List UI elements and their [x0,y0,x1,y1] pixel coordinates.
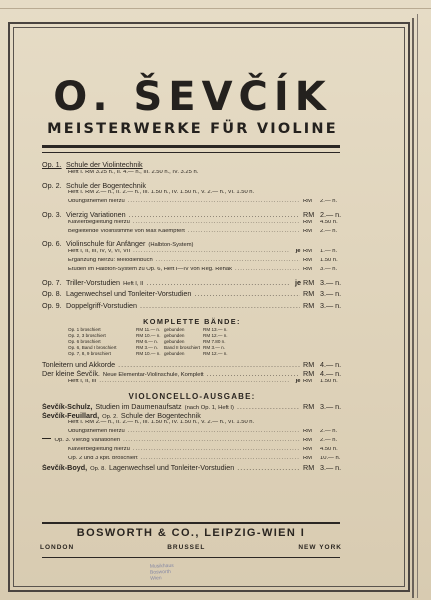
opus-number: Op. 8. [42,290,62,299]
part-prices: Heft I. RM 2.— n., II. 2.— n., III. 1.50 n., IV. 1.50 n., V. 2.— n., VI. 1.50 n. [68,190,255,196]
catalog-entry-op3-piano [42,220,342,229]
work-title: Studien im Daumenaufsatz [95,402,182,411]
work-title: Lagenwechsel und Tonleiter-Vorstudien [108,464,235,473]
city-london: LONDON [40,544,75,551]
price: 2.— n. [320,210,342,219]
catalog-entry-op6-parts [42,249,342,258]
title-rule-thin [42,152,340,153]
entry-text: Etüden im Halbton-System zu Op. 6, Heft I—IV von Reg. Rehák [68,266,232,272]
work-title: Lagenwechsel und Tonleiter-Vorstudien [66,290,192,299]
price: 4.50 n. [320,219,338,225]
currency: RM [303,249,313,255]
price: 10.— n. [320,455,341,461]
currency: RM [303,370,315,379]
kompl-label: Op. 6 broschiert [68,338,101,344]
entry-text: Klavierbegleitung hierzu [68,446,130,452]
cello-heading: VIOLONCELLO-AUSGABE: [128,391,256,401]
currency: RM [303,429,313,435]
part-prices: Heft I. RM 3.25 n., II. 4.— n., III. 2.50 n., IV. 3.25 n. [68,169,199,175]
currency: RM [303,266,313,272]
work-title: Schule der Bogentechnik [120,411,201,420]
entry-text: Heft I, II, III, IV, V, VI, VII [68,249,131,255]
entry-text: Übungsthemen hierzu [68,429,125,435]
catalog-entry-op8 [42,290,342,299]
footer-rule-bottom [42,557,340,558]
je-marker: je [295,249,301,255]
kompl-label: Op. 2, 3 broschiert [68,332,106,338]
catalog-entry-op1-prices [42,170,342,179]
price: 2.— n. [320,199,338,205]
publisher-name: BOSWORTH & CO., LEIPZIG-WIEN I [76,527,306,539]
price: 3.— n. [320,278,342,287]
price: 3.— n. [320,464,342,473]
opus-number: Op. 7. [42,278,62,287]
cello-entry-schulz [42,403,342,412]
catalog-entry-op6 [42,240,342,249]
top-edge-rule [0,8,431,9]
work-title: Schule der Bogentechnik [66,181,146,190]
entry-text: Klavierbegleitung hierzu [68,219,130,225]
cello-entry-feuillard-prices [42,420,342,429]
kompl-label: Op. 6, Band I broschiert [68,344,117,350]
series-subtitle: MEISTERWERKE FÜR VIOLINE [47,121,338,137]
opus-number: Op. 6. [42,240,62,249]
catalog-entry-op2-themes [42,199,342,208]
kompl-labels [68,327,136,356]
price: 4.50 n. [320,446,338,452]
kompl-price1: RM 11.— n. RM 10.— n. RM 6.— n. RM 3.— n. RM 10.— n. [136,326,161,356]
city-brussel: BRUSSEL [167,544,206,551]
price: 1.50 n. [320,257,338,263]
opus-number: Op. 2. [42,181,62,190]
work-title: Doppelgriff-Vorstudien [66,302,137,311]
catalog-entry-op3-violin [42,229,342,238]
opus-number: Op. 3. [42,210,62,219]
catalog-entry-op9 [42,302,342,311]
work-note: (nach Op. 1, Heft I) [184,404,234,411]
work-title: Schule der Violintechnik [66,161,143,169]
catalog-entry-op6-etudes [42,267,342,276]
currency: RM [303,455,313,461]
entry-text: Übungsthemen hierzu [68,199,125,205]
je-marker: je [295,379,301,384]
price: 4.— n. [320,370,342,379]
price: 3.— n. [320,266,338,272]
footer-rule-top [42,522,340,524]
work-note: (Halbton-System) [148,242,194,249]
price: 2.— n. [320,429,338,435]
currency: RM [303,210,315,219]
arranger: Ševčík-Boyd, [42,464,88,473]
je-marker: je [295,278,301,287]
kompl-label: Op. 7, 8, 9 broschiert [68,350,111,356]
work-title: Der kleine Ševčík. [42,370,100,379]
price: 3.— n. [320,290,342,299]
catalog-entry-op1 [42,161,342,170]
arranger: Ševčík-Feuillard, [42,411,100,420]
cello-entry-boyd [42,464,342,473]
work-note: Heft I, II [123,280,144,287]
catalog-entry-op2-prices [42,190,342,199]
arranger: Ševčík-Schulz, [42,402,93,411]
price: 2.— n. [320,437,338,443]
price: 2.— n. [320,228,338,234]
currency: RM [303,361,315,370]
opus-number: Op. 8. [90,466,106,473]
opus-number: Op. 2. [102,413,118,420]
kompl-binding: gebunden gebunden gebunden Band II broschiert gebunden [164,326,201,356]
kompl-label: Op. 1 broschiert [68,326,101,332]
cello-entry-themes [42,429,342,438]
currency: RM [303,302,315,311]
work-title: Vierzig Variationen [66,210,126,219]
work-title: Violinschule für Anfänger [66,240,146,249]
currency: RM [303,219,313,225]
dash-mark [42,438,51,439]
entry-text: Begleitende Violinstimme von Max Kaempfert [68,228,185,234]
currency: RM [303,199,313,205]
catalog-entry-kleine-sevcik [42,370,342,379]
currency: RM [303,278,315,287]
opus-number: Op. 1. [42,161,62,169]
catalog-entry-op3 [42,211,342,220]
work-title: Tonleitern und Akkorde [42,361,116,370]
opus-number: Op. 9. [42,302,62,311]
publisher-cities [40,544,342,551]
catalog-entry-op2 [42,182,342,191]
currency: RM [303,290,315,299]
currency: RM [303,257,313,263]
right-border-line [412,18,414,598]
currency: RM [303,446,313,452]
work-note: Neue Elementar-Violinschule, Komplett [102,372,204,379]
price: 1.— n. [320,249,338,255]
price: 3.— n. [320,302,342,311]
right-border-line-outer [417,14,418,598]
entry-text: Ergänzung hierzu: Melodienbuch [68,257,153,263]
currency: RM [303,464,315,473]
catalog-list [42,161,342,473]
dealer-stamp: Musikhaus Bosworth Wien [149,562,174,582]
komplette-baende-table [68,327,342,356]
cello-entry-complete [42,456,342,465]
currency: RM [303,379,313,384]
price: 4.— n. [320,361,342,370]
city-new-york: NEW YORK [298,544,342,551]
catalog-entry-op6-melodies [42,258,342,267]
catalog-entry-kleine-sevcik-parts [42,379,342,388]
cello-entry-piano [42,447,342,456]
work-title: Triller-Vorstudien [66,278,121,287]
cello-entry-feuillard [42,412,342,421]
entry-text: Op. 2 und 3 kplt. broschiert [68,455,138,461]
entry-text: Heft I, II, III [68,379,97,384]
catalog-entry-op7 [42,279,342,288]
komplette-baende-heading: KOMPLETTE BÄNDE: [143,316,241,326]
price: 1.50 n. [320,379,338,384]
currency: RM [303,437,313,443]
catalog-entry-tonleitern [42,361,342,370]
title-rule-thick [42,145,340,148]
currency: RM [303,228,313,234]
composer-title: O. ŠEVČÍK [53,74,332,120]
price: 3.— n. [320,402,342,411]
part-prices: Heft I. RM 2.— n., II. 2.— n., III. 1.50 n., IV. 1.50 n., V. 2.— n., VI. 1.50 n. [68,420,255,426]
currency: RM [303,402,315,411]
kompl-price2: RM 13.— n. RM 12.— n. RM 7.80 n. RM 3.— n. RM 12.— n. [203,326,228,356]
entry-text: Op. 3. Vierzig Variationen [54,437,121,443]
cello-entry-op3 [42,438,342,447]
